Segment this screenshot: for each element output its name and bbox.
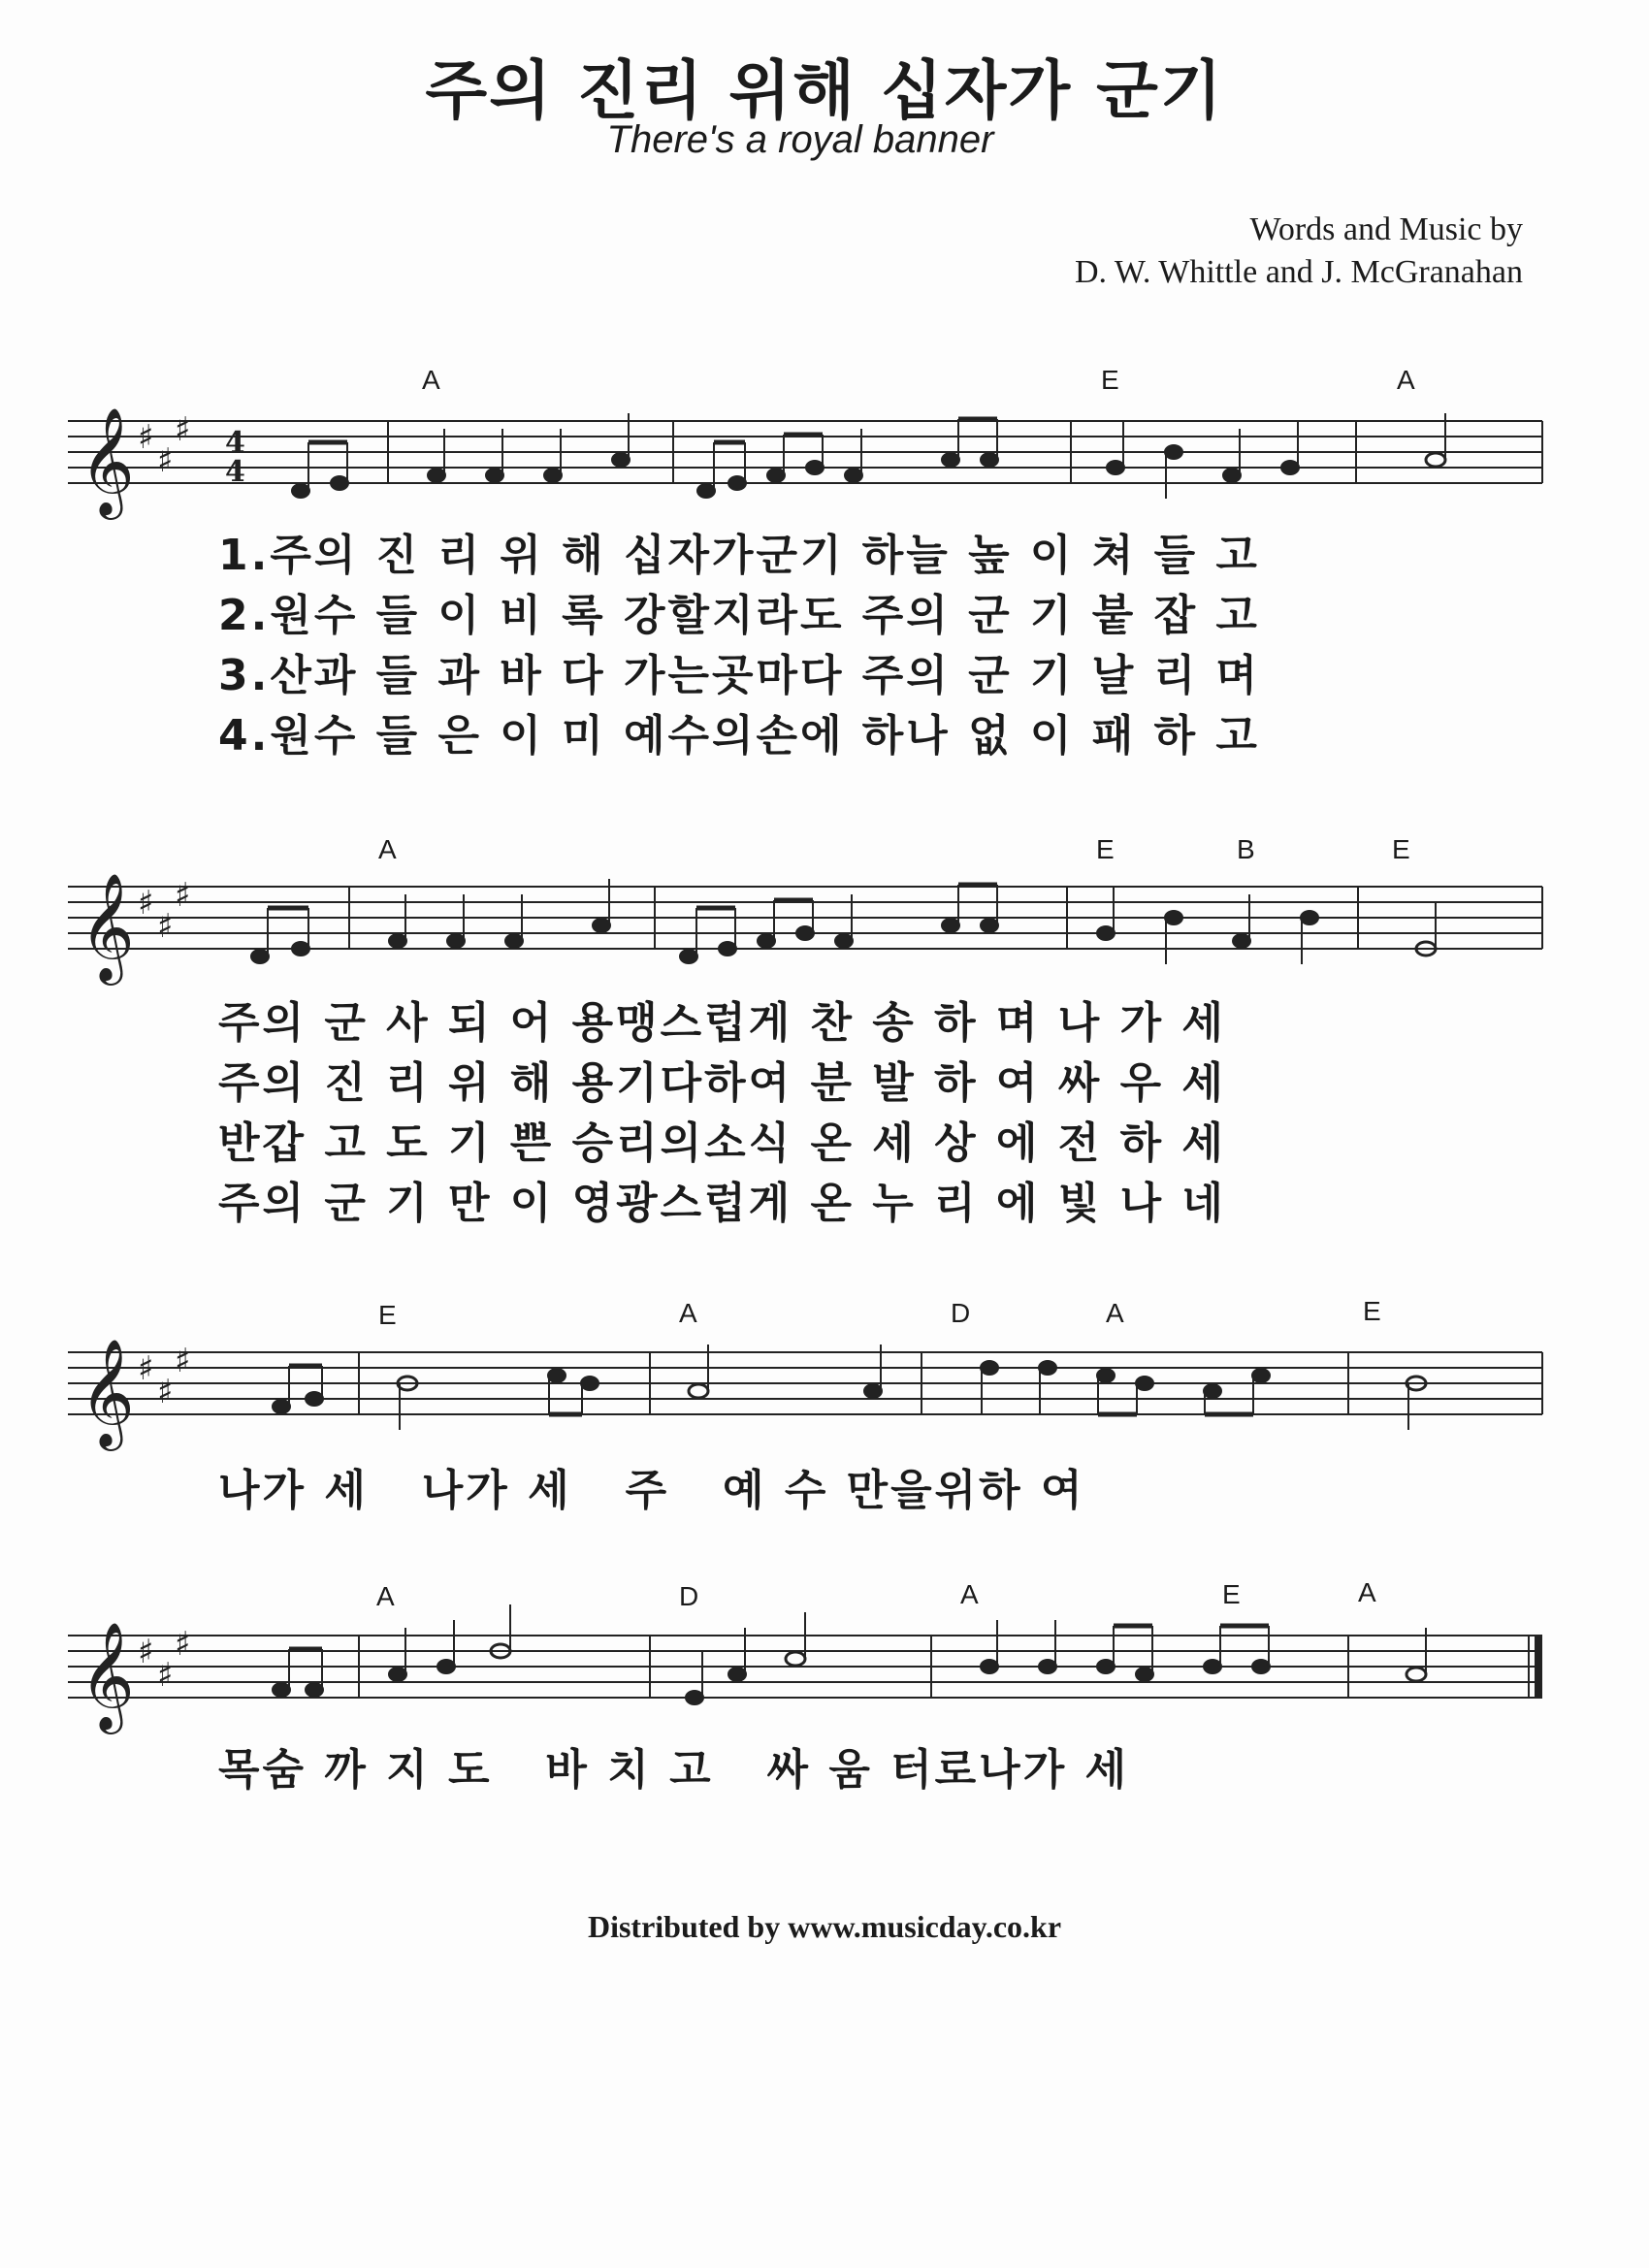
lyric-line: 주의 진 리 위 해 용기다하여 분 발 하 여 싸 우 세 <box>218 1058 1226 1108</box>
chord-symbol: A <box>960 1579 979 1609</box>
svg-text:𝄞: 𝄞 <box>80 872 135 981</box>
staff-system-2 <box>58 825 1552 1009</box>
lyric-line: 4.원수 들 은 이 미 예수의손에 하나 없 이 패 하 고 <box>218 711 1260 761</box>
svg-text:𝄞: 𝄞 <box>80 406 135 515</box>
chord-symbol: D <box>951 1298 971 1328</box>
lyric-line: 2.원수 들 이 비 록 강할지라도 주의 군 기 붙 잡 고 <box>218 591 1260 640</box>
lyric-line: 나가 세 나가 세 주 예 수 만을위하 여 <box>218 1466 1085 1515</box>
credit-line-2: D. W. Whittle and J. McGranahan <box>1074 254 1523 290</box>
staff-3-notation <box>58 1290 1552 1474</box>
svg-text:𝄞: 𝄞 <box>80 1338 135 1446</box>
page-subtitle: There's a royal banner <box>606 118 994 161</box>
svg-text:4: 4 <box>225 455 245 489</box>
chord-symbol: A <box>1397 365 1415 395</box>
svg-text:𝄞: 𝄞 <box>80 1621 135 1730</box>
lyric-line: 3.산과 들 과 바 다 가는곳마다 주의 군 기 날 리 며 <box>218 651 1260 700</box>
lyric-line: 목숨 까 지 도 바 치 고 싸 움 터로나가 세 <box>218 1745 1130 1795</box>
staff-system-4 <box>58 1573 1552 1758</box>
chord-symbol: E <box>1101 365 1119 395</box>
staff-1-notation <box>58 359 1552 543</box>
staff-2-notation <box>58 825 1552 1009</box>
svg-text:♯: ♯ <box>138 418 154 457</box>
chord-symbol: A <box>422 365 440 395</box>
chord-symbol: E <box>1222 1579 1241 1609</box>
svg-text:♯: ♯ <box>138 1349 154 1388</box>
chord-symbol: E <box>378 1300 397 1330</box>
chord-symbol: B <box>1237 834 1255 864</box>
staff-system-3 <box>58 1290 1552 1474</box>
chord-symbol: E <box>1363 1296 1381 1326</box>
svg-text:♯: ♯ <box>175 1342 191 1380</box>
lyric-line: 주의 군 사 되 어 용맹스럽게 찬 송 하 며 나 가 세 <box>218 998 1226 1048</box>
svg-text:4: 4 <box>225 426 245 460</box>
chord-symbol: D <box>679 1581 699 1611</box>
svg-text:♯: ♯ <box>157 441 174 480</box>
svg-text:♯: ♯ <box>138 1633 154 1671</box>
chord-symbol: E <box>1392 834 1410 864</box>
chord-symbol: E <box>1096 834 1115 864</box>
chord-symbol: A <box>376 1581 395 1611</box>
lyric-line: 1.주의 진 리 위 해 십자가군기 하늘 높 이 쳐 들 고 <box>218 531 1260 580</box>
staff-system-1 <box>58 359 1552 543</box>
page-title: 주의 진리 위해 십자가 군기 <box>425 53 1224 128</box>
distribution-footer: Distributed by www.musicday.co.kr <box>587 1909 1062 1944</box>
svg-text:♯: ♯ <box>157 1373 174 1411</box>
svg-text:♯: ♯ <box>175 1625 191 1664</box>
staff-4-notation <box>58 1573 1552 1758</box>
chord-symbol: A <box>679 1298 697 1328</box>
svg-text:♯: ♯ <box>175 410 191 449</box>
lyric-line: 반갑 고 도 기 쁜 승리의소식 온 세 상 에 전 하 세 <box>218 1118 1226 1168</box>
lyric-line: 주의 군 기 만 이 영광스럽게 온 누 리 에 빛 나 네 <box>218 1179 1226 1228</box>
chord-symbol: A <box>1358 1577 1376 1607</box>
svg-text:♯: ♯ <box>138 884 154 923</box>
chord-symbol: A <box>1106 1298 1124 1328</box>
svg-text:♯: ♯ <box>175 876 191 915</box>
chord-symbol: A <box>378 834 397 864</box>
svg-text:♯: ♯ <box>157 907 174 946</box>
credit-line-1: Words and Music by <box>1249 211 1523 247</box>
svg-text:♯: ♯ <box>157 1656 174 1695</box>
